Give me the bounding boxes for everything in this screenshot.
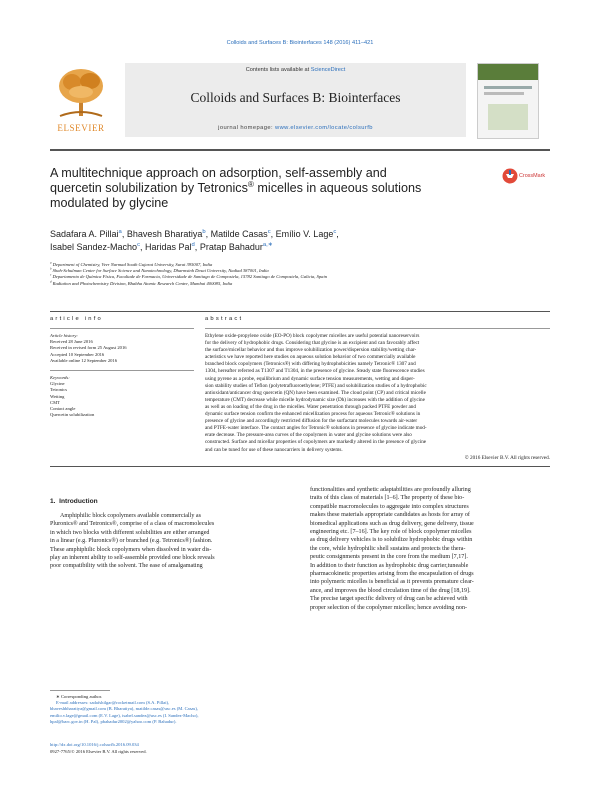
email-line[interactable]: hpal@barc.gov.in (H. Pal), pbahadur2002@yahoo.com (P. Bahadur). [50, 718, 177, 724]
article-info-heading: a r t i c l e i n f o [50, 316, 102, 322]
email-line[interactable]: E-mail addresses: sadafshilgar@rocketmail.com (S.A. Pillai), [56, 700, 170, 706]
issn-line: 0927-7765/© 2016 Elsevier B.V. All rights reserved. [50, 749, 147, 754]
keyword: Wetting [50, 393, 65, 399]
history-item: Accepted 10 September 2016 [50, 351, 105, 357]
keywords-heading: Keywords: [50, 375, 70, 380]
footnote-rule [50, 690, 110, 691]
header-rule [50, 149, 550, 151]
section-rule [50, 311, 550, 312]
abstract-heading: a b s t r a c t [205, 316, 242, 322]
history-item: Received in revised form 25 August 2016 [50, 345, 127, 351]
author[interactable]: Emílio V. Lage$^c$ [275, 229, 337, 239]
footnotes [50, 694, 295, 725]
abstract-rule [205, 328, 550, 329]
abstract-bottom-rule [50, 466, 550, 467]
copyright: © 2016 Elsevier B.V. All rights reserved. [464, 455, 550, 461]
journal-cover-thumbnail [477, 63, 539, 139]
contents-line [125, 67, 466, 73]
affiliation: $^a$ Department of Chemistry, Veer Narmad South Gujarat University, Surat 395007, India [50, 260, 213, 267]
author[interactable]: Matilde Casas$^c$ [210, 229, 271, 239]
abstract-body: Ethylene oxide-propylene oxide (EO-PO) block copolymer micelles are useful potential nanoreservoirs for the delivery of hydrophobic drugs. Considering that glycine is an excipient and can favorably affect the surface/micellar behavior and thus improve solubilization power/dispersion stability/wetting char- acteristics we have reported here studies on aqueous solution behavior of two commercially available branched block copolymers (Tetronics®) with differing hydrophobicities namely Tetronic® 1307 and 1304, hereafter referred as T1307 and T1304, in the presence of glycine. Steady state fluorescence studies using pyrene as a probe, equilibrium and dynamic surface tension measurements, wetting and disper- sion stability studies of Teflon (polytetrafluoroethylene; PTFE) and solubilization studies of a hydrophobic antioxidant/anticancer drug quercetin (QN) have been examined. The cloud point (CP) and critical micelle temperature (CMT) decrease while micelle hydrodynamic size (Dh) increases with the addition of glycine as well as on loading of the drug in the micelles. Water penetration through packed PTFE powder and dynamic surface tension confirm the enhanced micellization process for aqueous Tetronic® solutions in presence of glycine and accordingly restricted diffusion for the surfactant molecules towards air-water and PTFE-water interface. The contact angles for Tetronic® solutions in presence of glycine indicate mod- erate decrease. The pressure-area curves of the copolymers in water and glycine solutions were also constructed. Surface and micellar properties of copolymers are markedly altered in the presence of glycine and can be tuned for use of these nanocarriers in delivery systems. [205, 333, 427, 453]
intro-right-column: functionalities and synthetic adaptabilities are profoundly alluring traits of this class of materials [1–6]. The property of these bio- compatible macromolecules to aggregate into complex structures makes these materials appropriate candidates as hosts for array of biomedical applications such as drug delivery, gene delivery, tissue engineering etc. [7–16]. The key role of block copolymer micelles as drug delivery vehicles is to solubilize hydrophobic drugs within the core, while hydrophilic shell sustains and protects the thera- peutic consignments present in the core from the medium [7,17]. In addition to their function as hydrophobic drug carrier,tuneable pharmacokinetic properties arising from the encapsulation of drugs into polymeric micelles is beneficial as it prevents premature clear- ance, and improves the blood circulation time of the drug [18,19]. The precise target specific delivery of drug can be achieved with proper selection of the copolymer micelles; hence avoiding non- [310, 487, 474, 611]
keywords [50, 375, 194, 418]
author[interactable]: Bhavesh Bharatiya$^b$ [126, 229, 206, 239]
crossmark-badge[interactable] [502, 166, 550, 192]
history-item: Available online 12 September 2016 [50, 357, 118, 363]
homepage-prefix: journal homepage: [218, 125, 275, 131]
introduction-heading: 1. Introduction [50, 498, 98, 505]
corresponding-author-note: ∗ Corresponding author. [56, 694, 103, 699]
keyword: CMT [50, 399, 60, 405]
doi-link[interactable]: http://dx.doi.org/10.1016/j.colsurfb.2016.09.034 [50, 742, 139, 747]
history-rule [50, 370, 194, 371]
crossmark-icon [502, 168, 518, 184]
keyword: Contact angle [50, 406, 76, 412]
sciencedirect-link[interactable]: ScienceDirect [310, 67, 346, 73]
authors-line-1: Sadafara A. Pillai$^a$, Bhavesh Bharatiya$^b$, Matilde Casas$^c$, Emílio V. Lage$^c$, [50, 229, 339, 239]
article-info-rule [50, 328, 194, 329]
elsevier-tree-logo [52, 64, 110, 124]
affiliation: $^b$ Shah-Schulman Center for Surface Science and Nanotechnology, Dharmsinh Desai University, Nadiad 387001, India [50, 266, 269, 274]
homepage-link[interactable]: www.elsevier.com/locate/colsurfb [274, 125, 373, 131]
email-line[interactable]: emilio.v.lage@gmail.com (E.V. Lage), isabel.sandez@usc.es (I. Sandez-Macho), [50, 712, 199, 718]
journal-title: Colloids and Surfaces B: Biointerfaces [190, 90, 401, 105]
article-history [50, 333, 194, 364]
affiliation: $^c$ Departamento de Química Física, Facultade de Farmacia, Universidade de Santiago de Compostela, 15782 Santiago de Compostela, Galicia, Spain [50, 272, 328, 280]
journal-homepage [125, 125, 466, 131]
keyword: Quercetin solubilization [50, 412, 95, 418]
authors-line-2: Isabel Sandez-Macho$^c$, Haridas Pal$^d$, Pratap Bahadur$^{a,∗}$ [50, 242, 273, 252]
author[interactable]: Pratap Bahadur$^{a,∗}$ [199, 242, 273, 252]
history-item: Received 28 June 2016 [50, 339, 93, 345]
email-line[interactable]: bhaveshbharatiya@gmail.com (B. Bharatiya), matilde.casas@usc.es (M. Casas), [50, 706, 199, 712]
contents-prefix: Contents lists available at [245, 67, 311, 73]
article-title: A multitechnique approach on adsorption, self-assembly and quercetin solubilization by Tetronics® micelles in aqueous solutions modulated by glycine [50, 166, 422, 210]
affiliation: $^d$ Radiation and Photochemistry Division, Bhabha Atomic Research Centre, Mumbai 400085, India [50, 279, 233, 286]
history-heading: Article history: [50, 333, 78, 338]
journal-banner [125, 63, 466, 137]
author[interactable]: Haridas Pal$^d$ [145, 242, 195, 252]
keyword: Tetronics [50, 387, 68, 393]
crossmark-label: CrossMark [519, 173, 546, 179]
elsevier-wordmark: ELSEVIER [57, 123, 105, 133]
journal-reference[interactable]: Colloids and Surfaces B: Biointerfaces 148 (2016) 411–421 [226, 40, 374, 46]
author[interactable]: Isabel Sandez-Macho$^c$ [50, 242, 140, 252]
author[interactable]: Sadafara A. Pillai$^a$ [50, 229, 122, 239]
affiliations [50, 262, 550, 287]
keyword: Glycine [50, 381, 65, 387]
intro-left-column: Amphiphilic block copolymers available commercially as Pluronics® and Tetronics®, comprise of a class of macromolecules in which two blocks with different solubilities are either arranged in a linear (e.g. Pluronics®) or branched (e.g. Tetronics®) fashion. These amphiphilic block copolymers when dissolved in water dis- play an inherent ability to self-assemble provided one block reveals poor compatibility with the solvent. The ease of amalgamating [50, 513, 215, 570]
